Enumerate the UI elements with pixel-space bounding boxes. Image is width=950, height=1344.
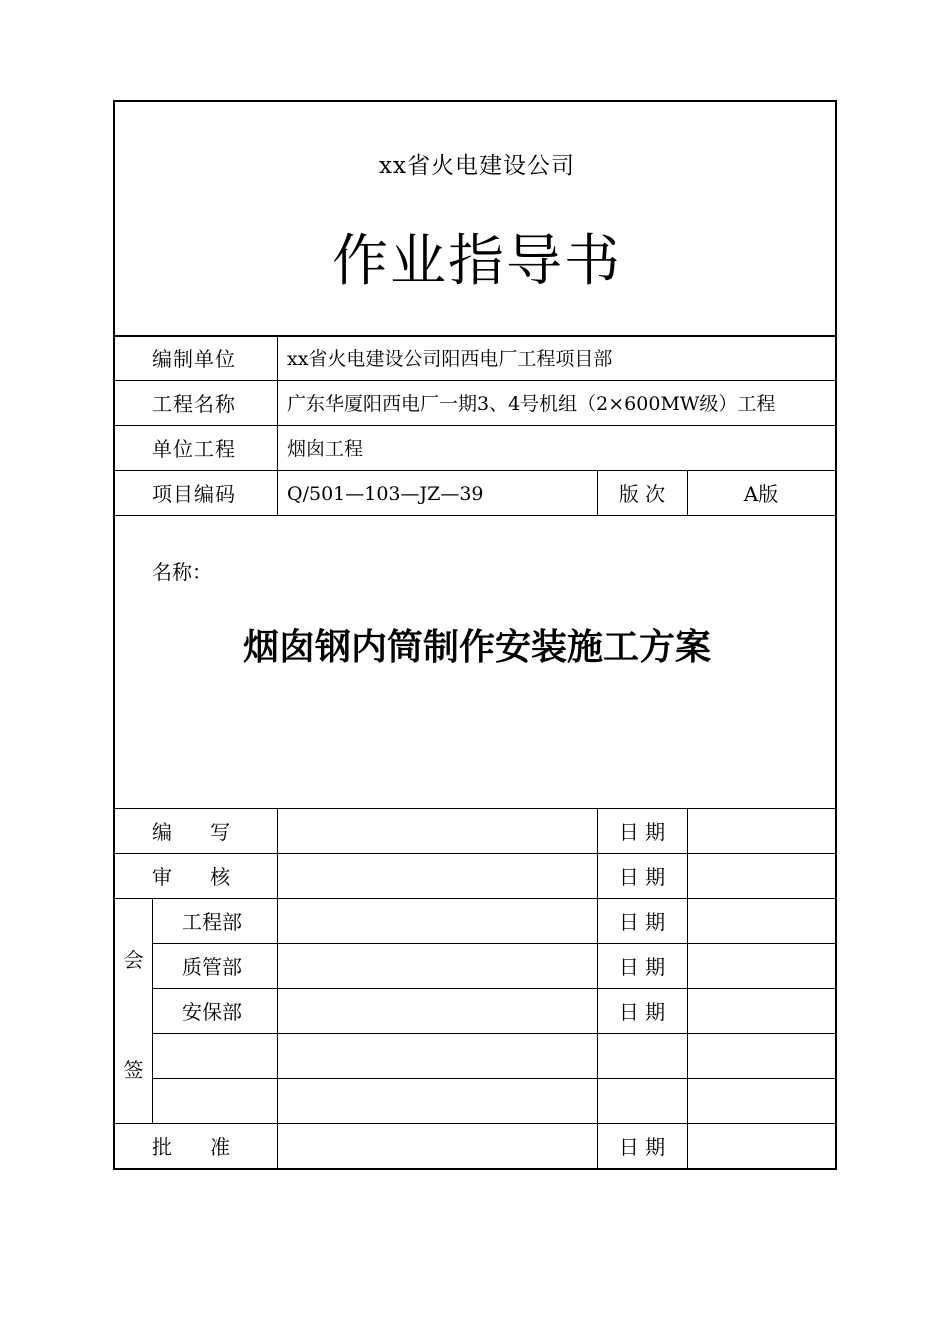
unit-value: xx省火电建设公司阳西电厂工程项目部: [287, 348, 613, 370]
row-divider: [152, 988, 835, 989]
write-label: 编 写: [152, 820, 231, 844]
write-date-label: 日 期: [618, 820, 666, 844]
row-divider: [115, 898, 835, 899]
review-label: 审 核: [152, 865, 231, 889]
row-divider: [152, 943, 835, 944]
subproject-label: 单位工程: [152, 437, 236, 461]
dept-engineering-label: 工程部: [182, 910, 242, 934]
col-divider: [687, 808, 688, 1168]
header-divider: [115, 335, 835, 337]
dept-quality-label: 质管部: [182, 955, 242, 979]
review-date-label: 日 期: [618, 865, 666, 889]
col-divider: [277, 808, 278, 1168]
version-label: 版 次: [618, 482, 666, 506]
col-divider: [277, 335, 278, 515]
row-divider: [115, 515, 835, 516]
countersign-char-1: 会: [123, 948, 144, 972]
project-value: 广东华厦阳西电厂一期3、4号机组（2×600MW级）工程: [287, 393, 776, 415]
company-name: xx省火电建设公司: [379, 153, 575, 179]
document-frame: [113, 100, 837, 1170]
project-label: 工程名称: [152, 392, 236, 416]
dept-safety-label: 安保部: [182, 1000, 242, 1024]
name-label: 名称：: [152, 560, 212, 584]
row-divider: [115, 470, 835, 471]
row-divider: [115, 380, 277, 381]
row-divider: [152, 1033, 835, 1034]
row-divider: [115, 1123, 835, 1124]
code-value: Q/501—103—JZ—39: [287, 483, 484, 505]
row-divider: [115, 425, 835, 426]
approve-label: 批 准: [152, 1135, 231, 1159]
row-divider: [115, 808, 835, 809]
col-divider: [597, 808, 598, 1168]
countersign-char-2: 签: [123, 1058, 144, 1082]
unit-label: 编制单位: [152, 347, 236, 371]
col-divider: [152, 898, 153, 1123]
document-title: 作业指导书: [332, 229, 622, 294]
dept2-date-label: 日 期: [618, 955, 666, 979]
code-label: 项目编码: [152, 482, 236, 506]
dept1-date-label: 日 期: [618, 910, 666, 934]
document-name: 烟囱钢内筒制作安装施工方案: [242, 627, 711, 668]
row-divider: [115, 853, 835, 854]
approve-date-label: 日 期: [618, 1135, 666, 1159]
row-divider: [152, 1078, 835, 1079]
subproject-value: 烟囱工程: [287, 438, 364, 460]
row-divider: [277, 380, 835, 381]
dept3-date-label: 日 期: [618, 1000, 666, 1024]
version-value: A版: [743, 482, 779, 506]
